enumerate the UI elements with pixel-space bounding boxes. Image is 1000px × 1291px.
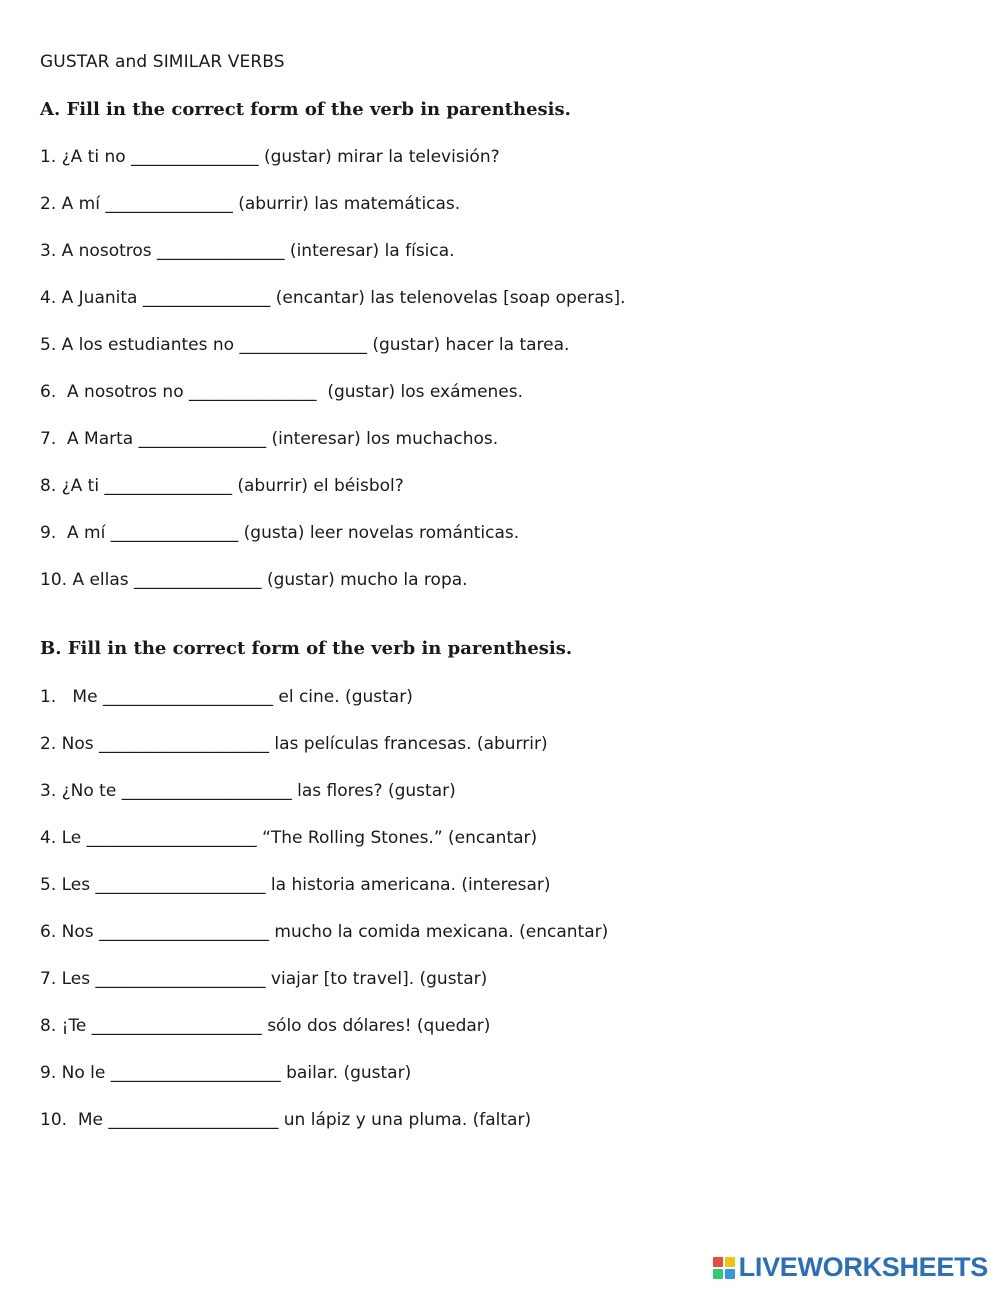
section-b-item: 4. Le ____________________ “The Rolling Stones.” (encantar) [40,828,538,848]
section-a-item: 10. A ellas _______________ (gustar) mucho la ropa. [40,570,468,590]
liveworksheets-logo[interactable] [713,1252,988,1283]
section-a-item: 3. A nosotros _______________ (interesar) la física. [40,241,455,261]
section-a-item: 2. A mí _______________ (aburrir) las matemáticas. [40,194,461,214]
section-b-item: 1. Me ____________________ el cine. (gustar) [40,687,413,707]
logo-text: LIVEWORKSHEETS [738,1252,988,1282]
worksheet-title: GUSTAR and SIMILAR VERBS [40,52,285,72]
section-b-item: 8. ¡Te ____________________ sólo dos dólares! (quedar) [40,1016,491,1036]
section-a-item: 4. A Juanita _______________ (encantar) las telenovelas [soap operas]. [40,288,626,308]
section-b-item: 10. Me ____________________ un lápiz y una pluma. (faltar) [40,1110,532,1130]
section-a-heading: A. Fill in the correct form of the verb in parenthesis. [40,99,571,120]
section-a-item: 9. A mí _______________ (gusta) leer novelas románticas. [40,523,520,543]
section-b-item: 6. Nos ____________________ mucho la comida mexicana. (encantar) [40,922,609,942]
logo-blocks-icon [713,1257,735,1279]
section-b-item: 7. Les ____________________ viajar [to travel]. (gustar) [40,969,488,989]
section-a-item: 6. A nosotros no _______________ (gustar) los exámenes. [40,382,524,402]
section-b-item: 5. Les ____________________ la historia americana. (interesar) [40,875,551,895]
section-b-item: 3. ¿No te ____________________ las flores? (gustar) [40,781,456,801]
section-a-item: 7. A Marta _______________ (interesar) los muchachos. [40,429,499,449]
section-b-heading: B. Fill in the correct form of the verb in parenthesis. [40,638,573,659]
logo-block [725,1269,735,1279]
section-a-item: 8. ¿A ti _______________ (aburrir) el béisbol? [40,476,404,496]
logo-block [713,1269,723,1279]
section-b-item: 2. Nos ____________________ las películas francesas. (aburrir) [40,734,548,754]
section-a-item: 1. ¿A ti no _______________ (gustar) mirar la televisión? [40,147,500,167]
section-b-item: 9. No le ____________________ bailar. (gustar) [40,1063,412,1083]
logo-block [713,1257,723,1267]
section-a-item: 5. A los estudiantes no _______________ (gustar) hacer la tarea. [40,335,570,355]
logo-block [725,1257,735,1267]
